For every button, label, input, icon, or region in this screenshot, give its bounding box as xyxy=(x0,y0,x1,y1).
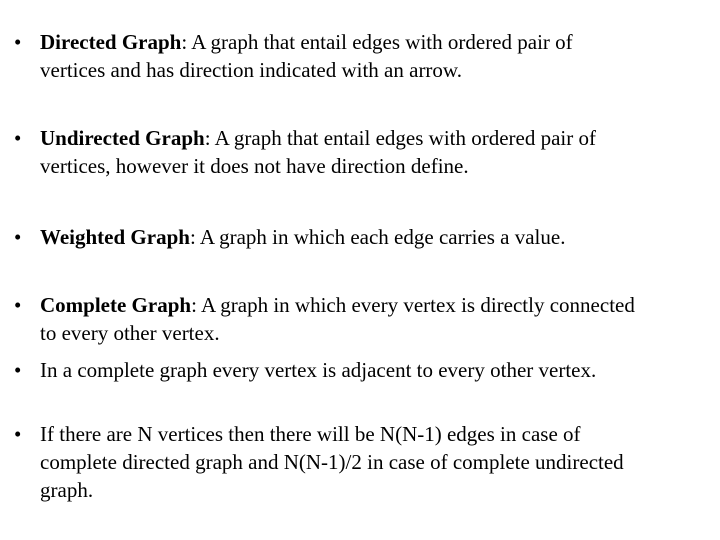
bullet-complete-graph-edge-count xyxy=(40,420,640,504)
term-directed-graph: Directed Graph xyxy=(40,30,182,54)
definition-weighted-graph: : A graph in which each edge carries a value. xyxy=(189,225,566,249)
bullet-complete-graph xyxy=(40,291,640,347)
bullet-complete-graph-adjacency xyxy=(40,356,640,384)
term-complete-graph: Complete Graph xyxy=(40,293,192,317)
term-undirected-graph: Undirected Graph xyxy=(40,126,205,150)
term-weighted-graph: Weighted Graph xyxy=(40,225,190,249)
definition-complete-graph: : A graph in which every vertex is directly connected to every other vertex. xyxy=(40,293,635,345)
edge-count-note: If there are N vertices then there will be N(N-1) edges in case of complete directed graph and N(N-1)/2 in case of complete undirected graph. xyxy=(40,422,624,502)
bullet-directed-graph xyxy=(40,28,640,84)
definition-undirected-graph: : A graph that entail edges with ordered pair of vertices, however it does not have direction define. xyxy=(40,126,597,178)
definition-directed-graph: : A graph that entail edges with ordered pair of vertices and has direction indicated with an arrow. xyxy=(40,30,573,82)
bullet-weighted-graph xyxy=(40,223,640,251)
adjacency-note: In a complete graph every vertex is adjacent to every other vertex. xyxy=(40,358,597,382)
bullet-undirected-graph xyxy=(40,124,640,180)
